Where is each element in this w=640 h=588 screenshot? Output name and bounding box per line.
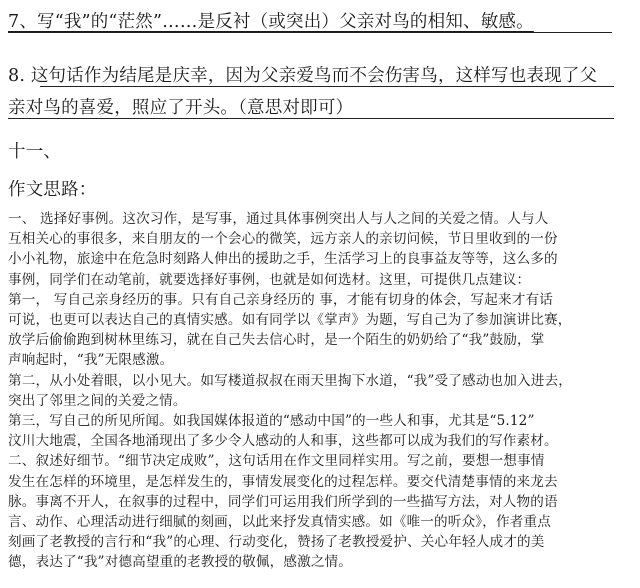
body-line: 第一， 写自己亲身经历的事。只有自己亲身经历的 事，才能有切身的体会，写起来才有话 [8,291,553,308]
body-line: 第三，写自己的所见所闻。如我国媒体报道的“感动中国”的一些人和事，尤其是“5.12” [8,413,535,429]
answer-7: 7、写“我”的“茫然”……是反衬（或突出）父亲对鸟的相知、敏感。 [8,12,534,32]
answer-8-line-2: 亲对鸟的喜爱，照应了开头。（意思对即可） [8,98,354,118]
answer-8-rule-2 [8,118,614,119]
body-line: 小小礼物，旅途中在危急时刻路人伸出的援助之手，生活学习上的良事益友等等，这么多的 [8,251,558,268]
body-line: 互相关心的事很多，来自朋友的一个会心的微笑，远方亲人的亲切问候，节日里收到的一份 [8,231,558,248]
body-line: 事例，同学们在动笔前，就要选择好事例，也就是如何选材。这里，可提供几点建议： [8,271,531,288]
body-line: 放学后偷偷跑到树林里练习，就在自己失去信心时，是一个陌生的奶奶给了“我”鼓励，掌 [8,332,545,349]
body-line: 脉。事离不开人，在叙事的过程中，同学们可运用我们所学到的一些描写方法，对人物的语 [8,493,558,510]
body-line: 刻画了老教授的言行和“我”的心理、行动变化，赞扬了老教授爱护、关心年轻人成才的美 [8,534,545,551]
body-line: 第二，从小处着眼，以小见大。如写楼道叔叔在雨天里掏下水道，“我”受了感动也加入进去， [8,372,572,389]
answer-8-line-1: 8. 这句话作为结尾是庆幸，因为父亲爱鸟而不会伤害鸟，这样写也表现了父 [8,66,598,86]
answer-8-rule-1 [40,86,614,87]
body-line: 二、叙述好细节。“细节决定成败”，这句话用在作文里同样实用。写之前，要想一想事情 [8,453,545,470]
body-line: 德，表达了“我”对德高望重的老教授的敬佩，感激之情。 [8,554,353,571]
body-line: 发生在怎样的环境里，是怎样发生的，事情发展变化的过程怎样。要交代清楚事情的来龙去 [8,473,558,490]
body-line: 言、动作、心理活动进行细腻的刻画，以此来抒发真情实感。如《唯一的听众》，作者重点 [8,514,551,530]
body-line: 声响起时，“我”无限感激。 [8,352,174,369]
section-eleven-heading: 十一、 [8,142,62,162]
body-line: 可说，也更可以表达自己的真情实感。如有同学以《掌声》为题，写自己为了参加演讲比赛， [8,312,572,328]
writing-ideas-heading: 作文思路： [8,180,97,200]
body-line: 突出了邻里之间的关爱之情。 [8,392,187,409]
answer-7-rule [8,32,612,33]
body-line: 一、 选择好事例。这次习作，是写事，通过具体事例突出人与人之间的关爱之情。人与人 [8,211,549,227]
body-line: 汶川大地震，全国各地涌现出了多少令人感动的人和事，这些都可以成为我们的写作素材。 [8,433,558,450]
